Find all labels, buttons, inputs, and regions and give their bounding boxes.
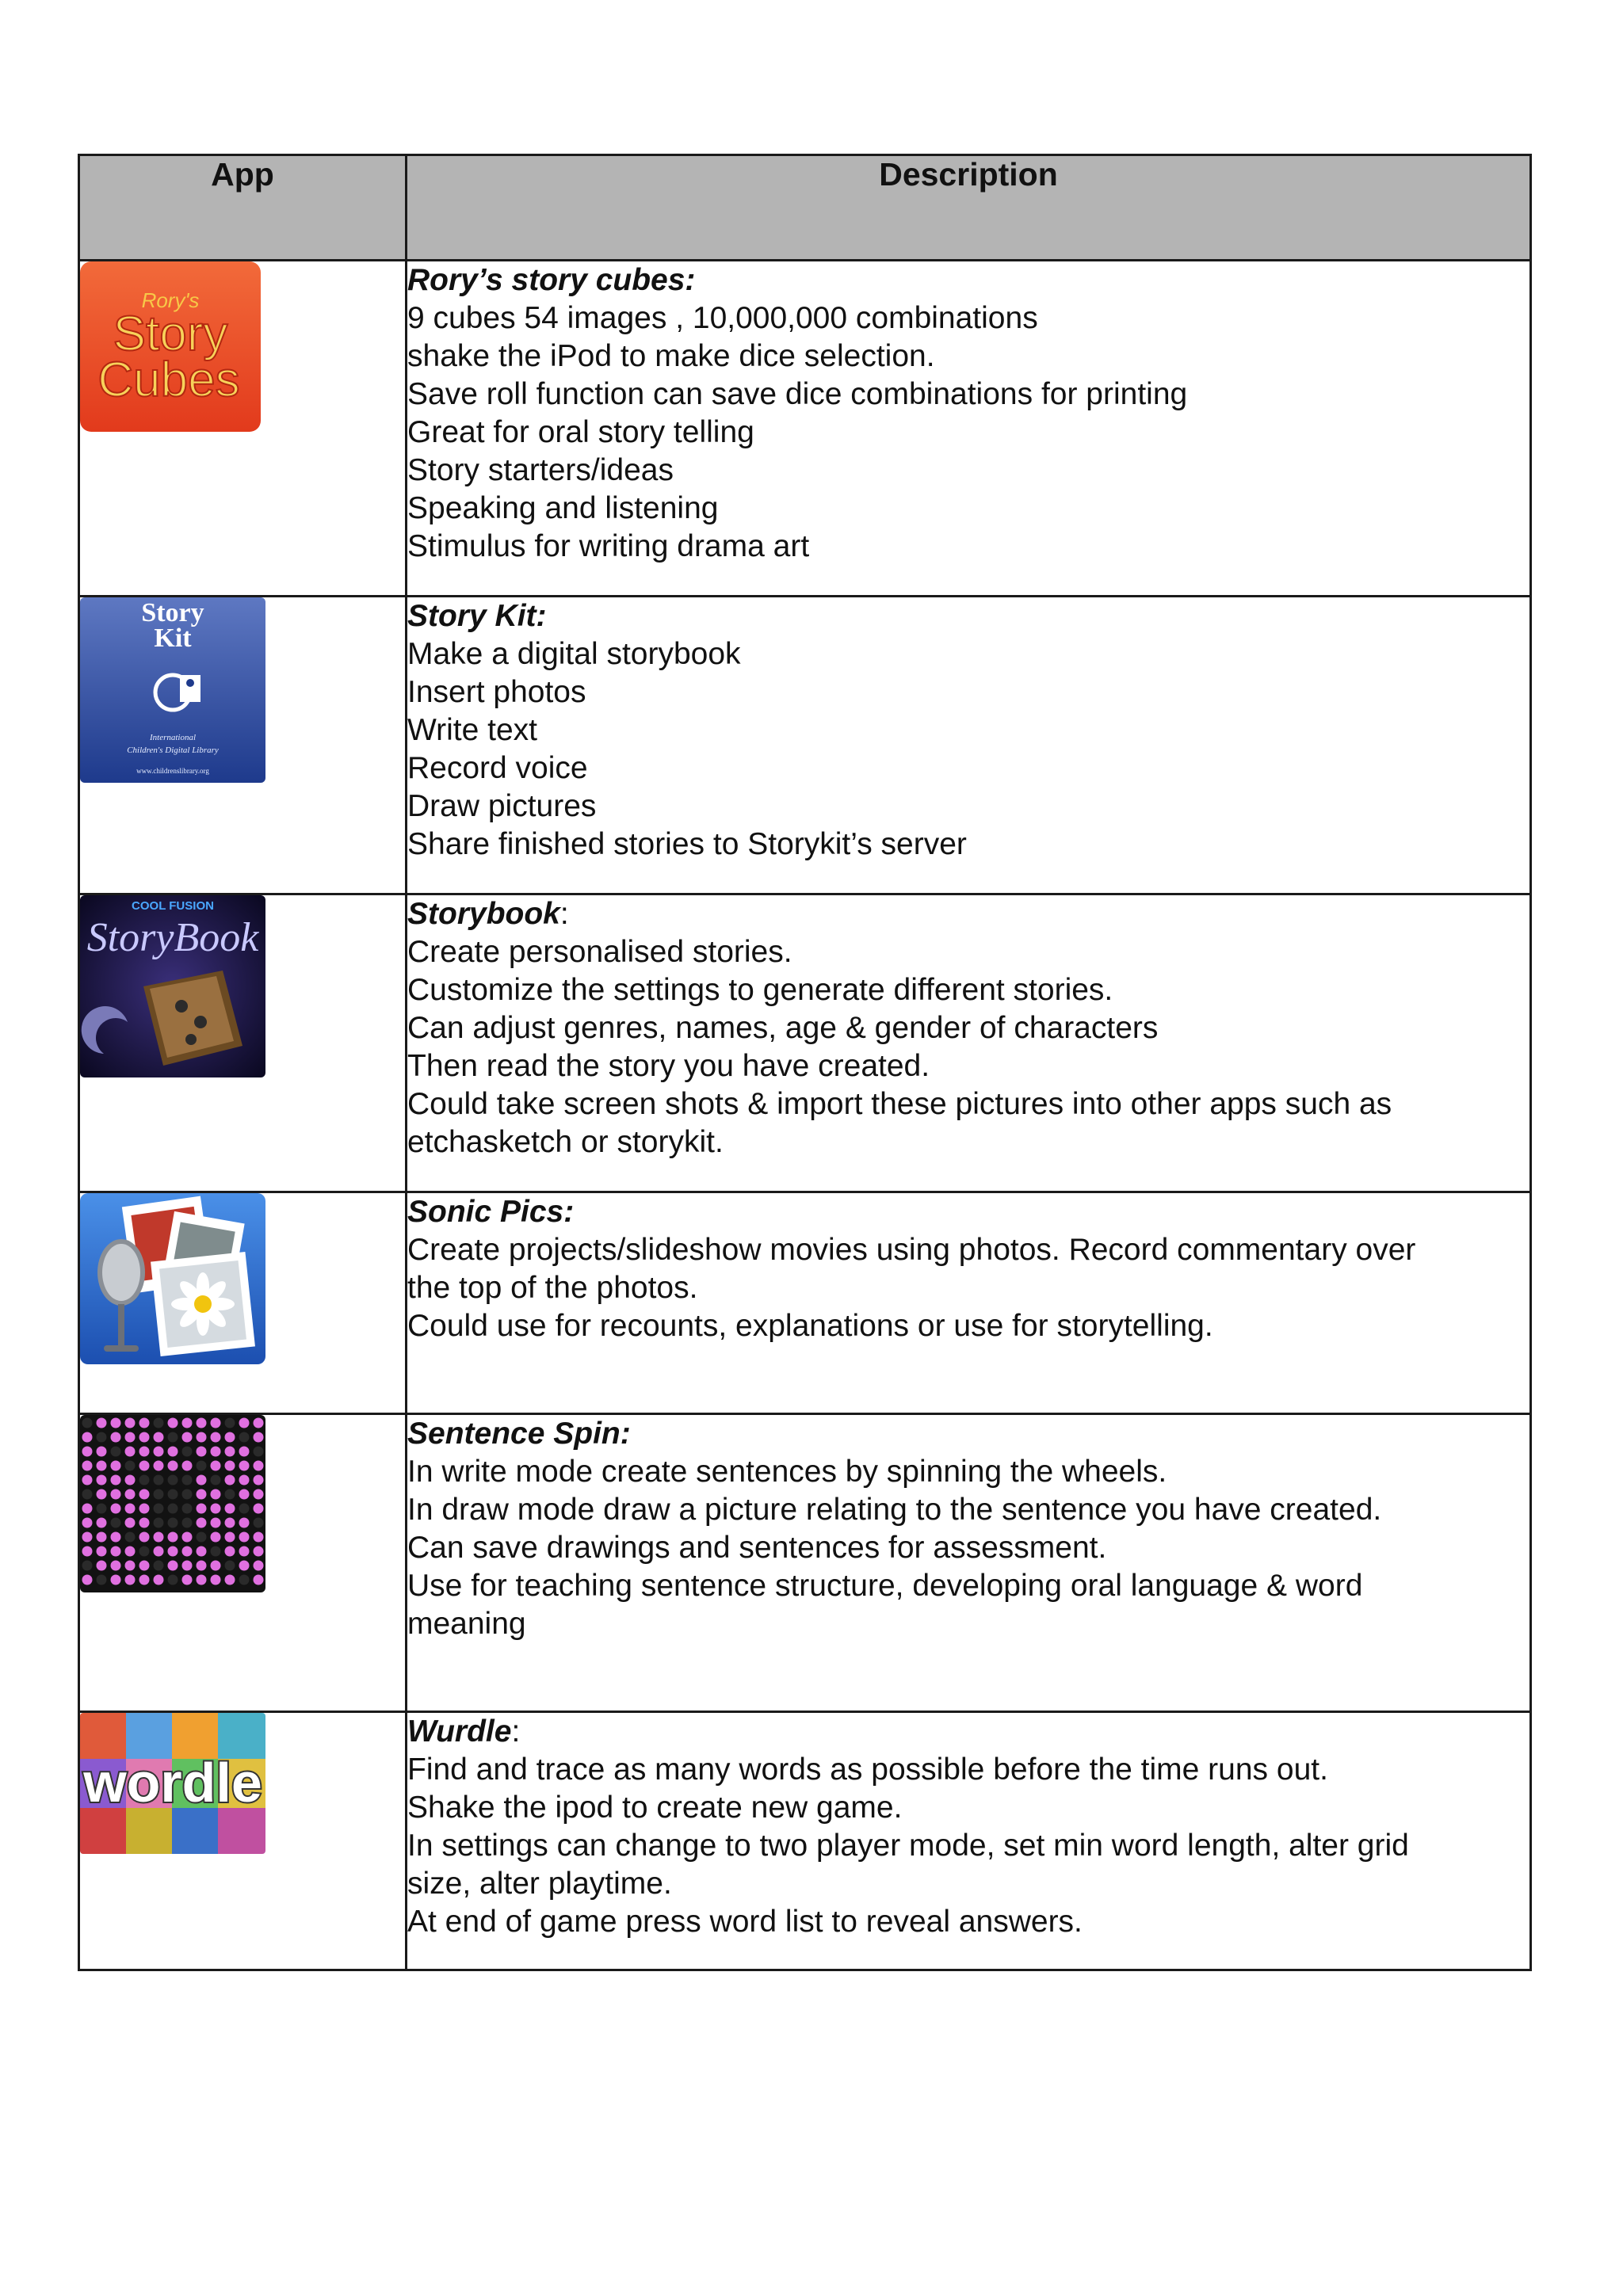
icon-text: COOL FUSION bbox=[132, 899, 214, 913]
icon-dot bbox=[82, 1489, 93, 1500]
icon-dot bbox=[239, 1461, 250, 1471]
icon-dot bbox=[125, 1575, 136, 1585]
icon-dot bbox=[97, 1432, 107, 1443]
icon-dot bbox=[168, 1475, 178, 1486]
description-line: Can adjust genres, names, age & gender of characters bbox=[407, 1011, 1159, 1045]
icon-dot bbox=[211, 1518, 221, 1528]
icon-dot bbox=[197, 1447, 207, 1457]
sonic-pics-icon bbox=[80, 1193, 265, 1364]
icon-dot bbox=[197, 1432, 207, 1443]
icon-dot bbox=[225, 1532, 235, 1543]
app-name: Wurdle bbox=[407, 1714, 512, 1749]
icon-dot bbox=[211, 1418, 221, 1428]
icon-dot bbox=[225, 1432, 235, 1443]
icon-dot bbox=[139, 1547, 150, 1557]
icon-dot bbox=[111, 1418, 121, 1428]
app-icon-cell bbox=[79, 894, 407, 1192]
icon-dot bbox=[154, 1447, 164, 1457]
description-line: Stimulus for writing drama art bbox=[407, 529, 810, 563]
icon-dot bbox=[139, 1532, 150, 1543]
icon-text: Children's Digital Library bbox=[127, 746, 219, 755]
icon-dot bbox=[211, 1432, 221, 1443]
table-row bbox=[79, 261, 1531, 597]
app-name: Story Kit: bbox=[407, 599, 547, 633]
icon-dot bbox=[225, 1461, 235, 1471]
sentence-spin-icon bbox=[80, 1415, 265, 1592]
icon-dot bbox=[182, 1575, 193, 1585]
icon-dot bbox=[82, 1575, 93, 1585]
icon-dot bbox=[182, 1447, 193, 1457]
icon-dot bbox=[97, 1532, 107, 1543]
icon-dot bbox=[97, 1547, 107, 1557]
icon-dot bbox=[111, 1561, 121, 1571]
icon-dot bbox=[97, 1418, 107, 1428]
app-name: Sonic Pics: bbox=[407, 1195, 575, 1229]
storybook-icon bbox=[80, 895, 265, 1077]
app-icon-cell bbox=[79, 597, 407, 894]
icon-dot bbox=[125, 1475, 136, 1486]
icon-dot bbox=[154, 1504, 164, 1514]
icon-dot bbox=[82, 1461, 93, 1471]
description-line: Insert photos bbox=[407, 675, 586, 709]
app-icon-cell bbox=[79, 1192, 407, 1414]
icon-dot bbox=[254, 1432, 264, 1443]
description-line: Could take screen shots & import these pictures into other apps such as bbox=[407, 1087, 1392, 1121]
icon-dot bbox=[168, 1532, 178, 1543]
description-line: meaning bbox=[407, 1607, 526, 1641]
icon-dot bbox=[125, 1561, 136, 1571]
description-line: shake the iPod to make dice selection. bbox=[407, 339, 935, 373]
icon-dot bbox=[82, 1504, 93, 1514]
icon-dot bbox=[239, 1475, 250, 1486]
icon-dot bbox=[82, 1561, 93, 1571]
icon-text: StoryBook bbox=[86, 915, 259, 960]
icon-dot bbox=[154, 1547, 164, 1557]
description-line: Use for teaching sentence structure, developing oral language & word bbox=[407, 1569, 1363, 1603]
icon-dot bbox=[139, 1504, 150, 1514]
description-line: Create personalised stories. bbox=[407, 935, 792, 969]
icon-text: www.childrenslibrary.org bbox=[136, 767, 209, 775]
icon-dot bbox=[97, 1561, 107, 1571]
icon-dot bbox=[211, 1475, 221, 1486]
icon-dot bbox=[197, 1575, 207, 1585]
icon-dot bbox=[239, 1575, 250, 1585]
description-line: Write text bbox=[407, 713, 537, 747]
icon-dot bbox=[182, 1475, 193, 1486]
story-kit-icon bbox=[80, 597, 265, 783]
table-row bbox=[79, 1712, 1531, 1970]
icon-dot bbox=[139, 1518, 150, 1528]
icon-text: International bbox=[149, 733, 197, 742]
icon-dot bbox=[82, 1475, 93, 1486]
icon-dot bbox=[125, 1489, 136, 1500]
icon-dot bbox=[254, 1447, 264, 1457]
icon-dot bbox=[111, 1532, 121, 1543]
icon-dot bbox=[125, 1532, 136, 1543]
icon-dot bbox=[197, 1561, 207, 1571]
icon-dot bbox=[168, 1504, 178, 1514]
icon-dot bbox=[197, 1518, 207, 1528]
icon-dot bbox=[211, 1461, 221, 1471]
icon-dot bbox=[139, 1489, 150, 1500]
description-line: Could use for recounts, explanations or use for storytelling. bbox=[407, 1309, 1213, 1343]
icon-dot bbox=[239, 1489, 250, 1500]
description-line: size, alter playtime. bbox=[407, 1867, 672, 1901]
description-line: Draw pictures bbox=[407, 789, 597, 823]
icon-dot bbox=[154, 1518, 164, 1528]
icon-dot bbox=[225, 1489, 235, 1500]
description-line: Speaking and listening bbox=[407, 491, 719, 525]
app-name: Storybook bbox=[407, 897, 560, 931]
icon-dot bbox=[254, 1575, 264, 1585]
icon-dot bbox=[197, 1504, 207, 1514]
wurdle-icon bbox=[80, 1713, 265, 1854]
icon-dot bbox=[125, 1432, 136, 1443]
description-line: Find and trace as many words as possible before the time runs out. bbox=[407, 1753, 1328, 1787]
table-row bbox=[79, 1192, 1531, 1414]
description-line: etchasketch or storykit. bbox=[407, 1125, 724, 1159]
icon-text: Story bbox=[141, 598, 204, 627]
icon-dot bbox=[211, 1547, 221, 1557]
description-line: In draw mode draw a picture relating to the sentence you have created. bbox=[407, 1493, 1382, 1527]
header-description: Description bbox=[407, 155, 1531, 261]
icon-dot bbox=[154, 1461, 164, 1471]
icon-dot bbox=[111, 1547, 121, 1557]
icon-dot bbox=[154, 1432, 164, 1443]
icon-dot bbox=[154, 1475, 164, 1486]
icon-dot bbox=[211, 1447, 221, 1457]
icon-dot bbox=[168, 1547, 178, 1557]
icon-dot bbox=[239, 1432, 250, 1443]
icon-dot bbox=[211, 1575, 221, 1585]
icon-dot bbox=[154, 1418, 164, 1428]
icon-dot bbox=[225, 1447, 235, 1457]
icon-dot bbox=[139, 1447, 150, 1457]
icon-dot bbox=[239, 1518, 250, 1528]
icon-dot bbox=[211, 1489, 221, 1500]
icon-dot bbox=[111, 1461, 121, 1471]
icon-text: Rory's bbox=[141, 288, 200, 312]
icon-dot bbox=[111, 1489, 121, 1500]
icon-dot bbox=[211, 1532, 221, 1543]
icon-dot bbox=[154, 1575, 164, 1585]
icon-dot bbox=[254, 1518, 264, 1528]
icon-dot bbox=[211, 1504, 221, 1514]
icon-dot bbox=[225, 1504, 235, 1514]
icon-dot bbox=[225, 1561, 235, 1571]
table-row bbox=[79, 894, 1531, 1192]
icon-dot bbox=[97, 1518, 107, 1528]
icon-dot bbox=[154, 1532, 164, 1543]
icon-dot bbox=[97, 1447, 107, 1457]
icon-dot bbox=[239, 1447, 250, 1457]
icon-text: Story bbox=[113, 307, 228, 361]
icon-dot bbox=[154, 1489, 164, 1500]
icon-dot bbox=[125, 1418, 136, 1428]
app-description-cell bbox=[407, 1414, 1531, 1712]
description-line: Great for oral story telling bbox=[407, 415, 754, 449]
icon-dot bbox=[254, 1532, 264, 1543]
icon-dot bbox=[182, 1418, 193, 1428]
icon-dot bbox=[225, 1475, 235, 1486]
description-line: Story starters/ideas bbox=[407, 453, 674, 487]
description-line: At end of game press word list to reveal answers. bbox=[407, 1905, 1083, 1939]
app-name: Rory’s story cubes: bbox=[407, 263, 696, 297]
icon-dot bbox=[197, 1532, 207, 1543]
icon-text: wordle bbox=[83, 1752, 262, 1814]
description-line: Save roll function can save dice combinations for printing bbox=[407, 377, 1188, 411]
description-line: Then read the story you have created. bbox=[407, 1049, 930, 1083]
icon-dot bbox=[139, 1575, 150, 1585]
icon-dot bbox=[254, 1418, 264, 1428]
icon-dot bbox=[197, 1489, 207, 1500]
icon-dot bbox=[254, 1561, 264, 1571]
description-line: In settings can change to two player mode, set min word length, alter grid bbox=[407, 1829, 1409, 1863]
app-description-cell bbox=[407, 261, 1531, 597]
description-line: Record voice bbox=[407, 751, 588, 785]
icon-dot bbox=[254, 1504, 264, 1514]
icon-dot bbox=[139, 1475, 150, 1486]
icon-dot bbox=[254, 1475, 264, 1486]
icon-dot bbox=[125, 1518, 136, 1528]
description-line: Customize the settings to generate different stories. bbox=[407, 973, 1113, 1007]
icon-dot bbox=[254, 1547, 264, 1557]
description-line: Can save drawings and sentences for assessment. bbox=[407, 1531, 1107, 1565]
icon-dot bbox=[197, 1461, 207, 1471]
icon-dot bbox=[168, 1447, 178, 1457]
icon-dot bbox=[139, 1561, 150, 1571]
icon-dot bbox=[182, 1547, 193, 1557]
icon-dot bbox=[182, 1532, 193, 1543]
icon-dot bbox=[182, 1432, 193, 1443]
icon-dot bbox=[125, 1461, 136, 1471]
description-line: Create projects/slideshow movies using photos. Record commentary over bbox=[407, 1233, 1416, 1267]
icon-dot bbox=[82, 1532, 93, 1543]
icon-dot bbox=[111, 1447, 121, 1457]
app-description-cell: Wurdle: Find and trace as many words as possible before the time runs out. Shake the ipod to create new game. In settings can change to two player mode, set min word length, alter grid size, alter playtime. At end of game press word list to reveal answers. bbox=[407, 1712, 1531, 1970]
icon-dot bbox=[254, 1461, 264, 1471]
icon-dot bbox=[139, 1432, 150, 1443]
icon-dot bbox=[225, 1518, 235, 1528]
icon-dot bbox=[82, 1447, 93, 1457]
icon-dot bbox=[168, 1575, 178, 1585]
icon-dot bbox=[182, 1504, 193, 1514]
icon-dot bbox=[239, 1418, 250, 1428]
icon-dot bbox=[225, 1547, 235, 1557]
app-icon-cell bbox=[79, 1712, 407, 1970]
icon-dot bbox=[239, 1532, 250, 1543]
table-row bbox=[79, 1414, 1531, 1712]
icon-dot bbox=[154, 1561, 164, 1571]
icon-dot bbox=[182, 1518, 193, 1528]
icon-dot bbox=[182, 1489, 193, 1500]
apps-table bbox=[78, 154, 1532, 1971]
icon-dot bbox=[139, 1418, 150, 1428]
icon-dot bbox=[111, 1518, 121, 1528]
app-description-cell bbox=[407, 597, 1531, 894]
icon-dot bbox=[111, 1575, 121, 1585]
icon-dot bbox=[125, 1504, 136, 1514]
icon-dot bbox=[125, 1447, 136, 1457]
icon-dot bbox=[225, 1575, 235, 1585]
icon-dot bbox=[97, 1575, 107, 1585]
icon-dot bbox=[111, 1432, 121, 1443]
icon-dot bbox=[182, 1561, 193, 1571]
icon-dot bbox=[111, 1504, 121, 1514]
icon-dot bbox=[97, 1504, 107, 1514]
icon-dot bbox=[82, 1432, 93, 1443]
icon-dot bbox=[168, 1461, 178, 1471]
description-line: Make a digital storybook bbox=[407, 637, 741, 671]
icon-dot bbox=[168, 1489, 178, 1500]
app-description-cell: Storybook: Create personalised stories. Customize the settings to generate different stories. Can adjust genres, names, age & gender of characters Then read the story you have created. Could take screen shots & import these pictures into other apps such as etchasketch or storykit. bbox=[407, 894, 1531, 1192]
icon-dot bbox=[168, 1518, 178, 1528]
icon-dot bbox=[168, 1418, 178, 1428]
header-app: App bbox=[79, 155, 407, 261]
app-description-cell bbox=[407, 1192, 1531, 1414]
icon-dot bbox=[97, 1461, 107, 1471]
icon-dot bbox=[197, 1547, 207, 1557]
app-icon-cell bbox=[79, 1414, 407, 1712]
description-line: In write mode create sentences by spinning the wheels. bbox=[407, 1455, 1167, 1489]
header-row bbox=[79, 155, 1531, 261]
icon-text: Kit bbox=[154, 624, 192, 653]
story-cubes-icon bbox=[80, 261, 261, 432]
icon-dot bbox=[197, 1475, 207, 1486]
icon-dot bbox=[239, 1561, 250, 1571]
icon-dot bbox=[168, 1432, 178, 1443]
icon-dot bbox=[225, 1418, 235, 1428]
icon-dot bbox=[111, 1475, 121, 1486]
app-icon-cell bbox=[79, 261, 407, 597]
icon-dot bbox=[82, 1518, 93, 1528]
icon-dot bbox=[211, 1561, 221, 1571]
table-row bbox=[79, 597, 1531, 894]
icon-dot bbox=[82, 1418, 93, 1428]
icon-dot bbox=[254, 1489, 264, 1500]
description-line: the top of the photos. bbox=[407, 1271, 698, 1305]
icon-dot bbox=[139, 1461, 150, 1471]
icon-dot bbox=[97, 1475, 107, 1486]
icon-dot bbox=[239, 1547, 250, 1557]
icon-text: Cubes bbox=[97, 353, 240, 407]
app-name: Sentence Spin: bbox=[407, 1417, 631, 1451]
icon-dot bbox=[125, 1547, 136, 1557]
description-line: Share finished stories to Storykit’s server bbox=[407, 827, 967, 861]
description-line: 9 cubes 54 images , 10,000,000 combinations bbox=[407, 301, 1038, 335]
description-line: Shake the ipod to create new game. bbox=[407, 1791, 903, 1825]
icon-dot bbox=[182, 1461, 193, 1471]
icon-dot bbox=[168, 1561, 178, 1571]
icon-dot bbox=[239, 1504, 250, 1514]
icon-dot bbox=[82, 1547, 93, 1557]
icon-dot bbox=[97, 1489, 107, 1500]
icon-dot bbox=[197, 1418, 207, 1428]
